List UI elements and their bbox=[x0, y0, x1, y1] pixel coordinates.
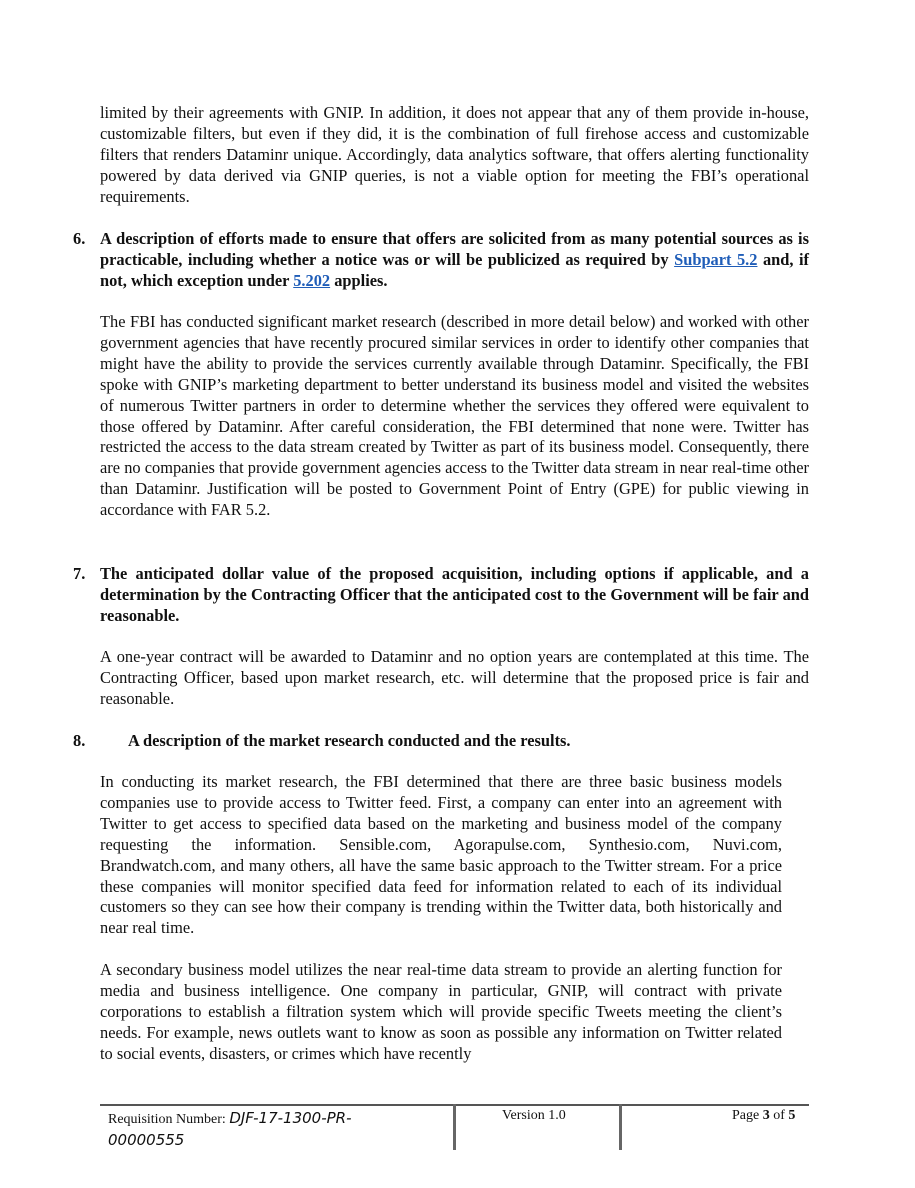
section-8-heading: A description of the market research conducted and the results. bbox=[128, 731, 571, 750]
intro-paragraph: limited by their agreements with GNIP. In addition, it does not appear that any of them provide in-house, customizable filters, but even if they did, it is the combination of full firehose access and customizable filters that renders Dataminr unique. Accordingly, data analytics software, that offers alerting functionality powered by data derived via GNIP queries, is not a viable option for meeting the FBI’s operational requirements. bbox=[100, 103, 809, 206]
footer-divider-2 bbox=[619, 1104, 622, 1150]
footer-divider-1 bbox=[453, 1104, 456, 1150]
section-7-number: 7. bbox=[73, 564, 86, 583]
page-prefix: Page bbox=[732, 1108, 760, 1123]
page-current: 3 bbox=[762, 1108, 770, 1123]
footer-version: Version 1.0 bbox=[502, 1108, 566, 1123]
section-8-paragraph-2: A secondary business model utilizes the near real-time data stream to provide an alerting function for media and business intelligence. One company in particular, GNIP, will contract with private corporations to establish a filtration system which will provide specific Tweets meeting the client’s needs. For example, news outlets want to know as soon as possible any information on Twitter related to social events, disasters, or crimes which have recently bbox=[100, 960, 782, 1063]
subpart-5-2-link[interactable]: Subpart 5.2 bbox=[674, 249, 758, 269]
section-7-body: A one-year contract will be awarded to Dataminr and no option years are contemplated at this time. The Contracting Officer, based upon market research, etc. will determine that the proposed price is fair and reasonable. bbox=[100, 647, 809, 708]
footer-requisition bbox=[108, 1108, 448, 1152]
section-6-heading bbox=[100, 229, 809, 292]
section-8-paragraph-1: In conducting its market research, the FBI determined that there are three basic business models companies use to provide access to Twitter feed. First, a company can enter into an agreement with Twitter to get access to specified data based on the marketing and business model of the company requesting the information. Sensible.com, Agorapulse.com, Synthesio.com, Nuvi.com, Brandwatch.com, and many others, all have the same basic approach to the Twitter stream. For a price these companies will monitor specified data feed for information related to each of its individual customers so they can see how their company is trending within the Twitter data, both historically and near real time. bbox=[100, 772, 782, 938]
section-6-heading-part3: applies. bbox=[334, 270, 388, 290]
section-6-number: 6. bbox=[73, 229, 86, 248]
section-8-number: 8. bbox=[73, 731, 86, 750]
section-7-heading: The anticipated dollar value of the proposed acquisition, including options if applicable, and a determination by the Contracting Officer that the anticipated cost to the Government will be fair and reasonable. bbox=[100, 564, 809, 625]
section-5-202-link[interactable]: 5.202 bbox=[293, 270, 331, 290]
page-total: 5 bbox=[788, 1108, 796, 1123]
section-6-heading-part1: A description of efforts made to ensure that offers are solicited from as many potential sources as is practicable, including whether a notice was or will be publicized as required by bbox=[100, 229, 809, 269]
section-6-body: The FBI has conducted significant market research (described in more detail below) and worked with other government agencies that have recently procured similar services in order to identify other companies that might have the ability to provide the services currently available through Dataminr. Specifically, the FBI spoke with GNIP’s marketing department to better understand its business model and visited the websites of numerous Twitter partners in order to determine whether the services they offered were equivalent to those offered by Dataminr. After careful consideration, the FBI determined that none were. Twitter has restricted the access to the data stream created by Twitter as part of its business model. Consequently, there are no companies that provide government agencies access to the Twitter data stream in near real-time other than Dataminr. Justification will be posted to Government Point of Entry (GPE) for public viewing in accordance with FAR 5.2. bbox=[100, 312, 809, 520]
page-of: of bbox=[773, 1108, 785, 1123]
footer-page-number bbox=[732, 1106, 795, 1126]
requisition-label: Requisition Number: bbox=[108, 1112, 226, 1127]
requisition-number-part1: DJF-17-1300-PR- bbox=[229, 1109, 352, 1127]
requisition-number-part2: 00000555 bbox=[108, 1131, 185, 1149]
section-6-heading-part2: and, if not, which exception under bbox=[100, 249, 809, 290]
